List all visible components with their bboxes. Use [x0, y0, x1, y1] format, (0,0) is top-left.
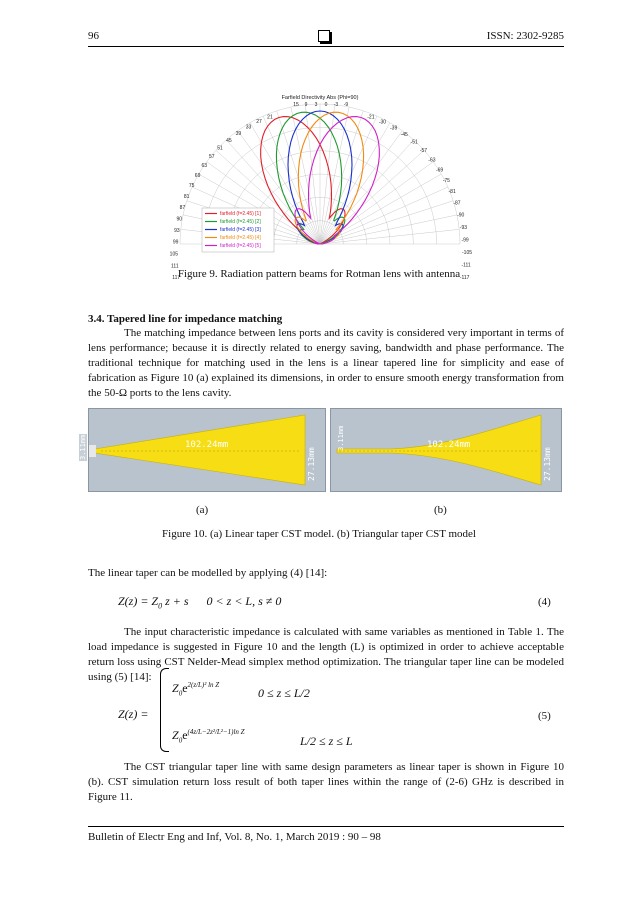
left-angle-label: 39: [235, 130, 242, 137]
paragraph-3: The input characteristic impedance is calculated with same variables as mentioned in Table 1. The load impedance is suggested in Figure 10 and the length (L) is optimized in order to achieve acceptable return loss using CST Nelder-Mead simplex method optimization. The triangular taper line can be modeled using (5) [14]:: [88, 626, 564, 683]
right-angle-label: -87: [453, 200, 461, 207]
top-angle-label: -9: [343, 102, 349, 108]
legend-entry: farfield (f=2.45) [2]: [220, 219, 261, 225]
polar-grid-spoke: [320, 174, 441, 244]
footer-rule: [88, 826, 564, 827]
left-angle-label: 81: [183, 193, 190, 200]
top-angle-label: 15: [293, 102, 299, 108]
right-angle-label: -111: [461, 262, 471, 269]
right-angle-label: -30: [378, 119, 387, 126]
right-angle-label: -81: [448, 189, 456, 196]
right-angle-label: -69: [435, 167, 444, 174]
right-angle-label: -45: [400, 132, 408, 139]
left-angle-label: 27: [256, 119, 262, 126]
equation-5-brace: [160, 668, 169, 752]
left-angle-label: 45: [226, 137, 232, 144]
header-rule: [88, 46, 564, 47]
figure10b-panel: [330, 408, 562, 492]
equation-5-cond2: L/2 ≤ z ≤ L: [300, 734, 353, 748]
figure10b-sublabel: (b): [434, 504, 447, 516]
left-angle-label: 87: [179, 204, 186, 211]
page-number: 96: [88, 30, 99, 42]
polar-grid-spoke: [320, 201, 453, 244]
left-angle-label: 69: [194, 172, 201, 179]
figure10a-panel: [79, 408, 326, 492]
polar-grid-spoke: [320, 131, 402, 244]
legend-entry: farfield (f=2.45) [1]: [220, 211, 261, 217]
equation-5-lhs: Z(z) =: [118, 707, 149, 721]
figure10a-right-width: 27.13mm: [307, 447, 316, 481]
top-angle-label: 9: [304, 102, 308, 108]
right-angle-label: -51: [410, 139, 418, 146]
footer-text: Bulletin of Electr Eng and Inf, Vol. 8, No. 1, March 2019 : 90 – 98: [88, 831, 381, 843]
right-angle-label: -21: [367, 114, 375, 121]
equation-5-number: (5): [538, 710, 551, 722]
figure10b-right-width: 27.13mm: [543, 447, 552, 481]
right-angle-label: -63: [428, 157, 436, 164]
legend-entry: farfield (f=2.45) [5]: [220, 243, 261, 249]
right-angle-label: -99: [461, 237, 469, 244]
left-angle-label: 63: [201, 163, 208, 170]
polar-grid-spoke: [320, 116, 377, 244]
equation-5-case1: $Z_0e^{2(z/L)^2 ln Z}$: [172, 681, 220, 698]
legend-entry: farfield (f=2.45) [3]: [220, 227, 261, 233]
left-angle-label: 75: [188, 183, 195, 190]
figure9-caption: Figure 9. Radiation pattern beams for Rotman lens with antenna: [177, 268, 461, 280]
top-angle-label: 3: [314, 102, 318, 108]
left-angle-label: 33: [245, 124, 252, 131]
figure10a-length: 102.24mm: [185, 440, 229, 450]
figure10a-left-width: 3.11mm: [79, 434, 87, 460]
paragraph-1: The matching impedance between lens ports and its cavity is considered very important in terms of lens performance; because it is directly related to energy saving, bandwidth and phase performance. The traditional technique for matching used in the lens is a linear tapered line for simplicity and ease of fabrication as Figure 10 (a) explained its dimensions, in order to ensure smooth energy transformation from the 50-Ω ports to the lens cavity.: [88, 327, 564, 399]
figure10-caption: Figure 10. (a) Linear taper CST model. (b) Triangular taper CST model: [162, 528, 476, 540]
left-angle-label: 21: [267, 114, 273, 121]
top-angle-label: 0: [324, 102, 328, 108]
right-angle-label: -105: [462, 250, 473, 256]
figure10b-length: 102.24mm: [427, 440, 471, 450]
right-angle-label: -117: [459, 275, 470, 282]
triangular-taper-shape: [331, 409, 561, 491]
paragraph-2: The linear taper can be modelled by applying (4) [14]:: [88, 567, 328, 579]
figure10a-sublabel: (a): [196, 504, 209, 516]
left-angle-label: 90: [176, 216, 182, 223]
issn: ISSN: 2302-9285: [486, 30, 564, 42]
polar-grid-spoke: [320, 187, 448, 244]
paragraph-4: The CST triangular taper line with same design parameters as linear taper is shown in Figure 10 (b). CST simulation return loss result of both taper lines within the range of (2-6) GHz is described in Figure 11.: [88, 761, 564, 803]
header-box-icon: [318, 30, 330, 42]
equation-4-number: (4): [538, 596, 551, 608]
figure10b-left-width: 3.11mm: [337, 425, 345, 451]
left-angle-label: 105: [169, 251, 179, 258]
right-angle-label: -93: [459, 224, 468, 231]
equation-5-cond1: 0 ≤ z ≤ L/2: [258, 686, 310, 700]
equation-5-case2: $Z_0e^{(4z/L-2z^2/L^2-1)ln Z}$: [172, 728, 245, 745]
polar-grid-spoke: [320, 140, 414, 244]
equation-4: $Z(z) = Z_0$ z + s 0 < z < L, s ≠ 0: [118, 594, 282, 611]
left-angle-label: 93: [174, 227, 180, 234]
right-angle-label: -57: [419, 148, 428, 155]
left-angle-label: 111: [171, 263, 179, 270]
right-angle-label: -75: [442, 178, 450, 184]
top-angle-label: -3: [333, 102, 339, 108]
left-angle-label: 117: [172, 275, 181, 282]
right-angle-label: -39: [390, 125, 398, 132]
left-angle-label: 51: [217, 145, 223, 152]
left-angle-label: 57: [209, 154, 215, 161]
right-angle-label: -90: [457, 212, 465, 219]
linear-taper-shape: [89, 409, 325, 491]
legend-entry: farfield (f=2.45) [4]: [220, 235, 261, 241]
section-title: 3.4. Tapered line for impedance matching: [88, 313, 283, 325]
plot-title: Farfield Directivity Abs (Phi=90): [281, 95, 359, 101]
left-angle-label: 99: [172, 239, 179, 246]
